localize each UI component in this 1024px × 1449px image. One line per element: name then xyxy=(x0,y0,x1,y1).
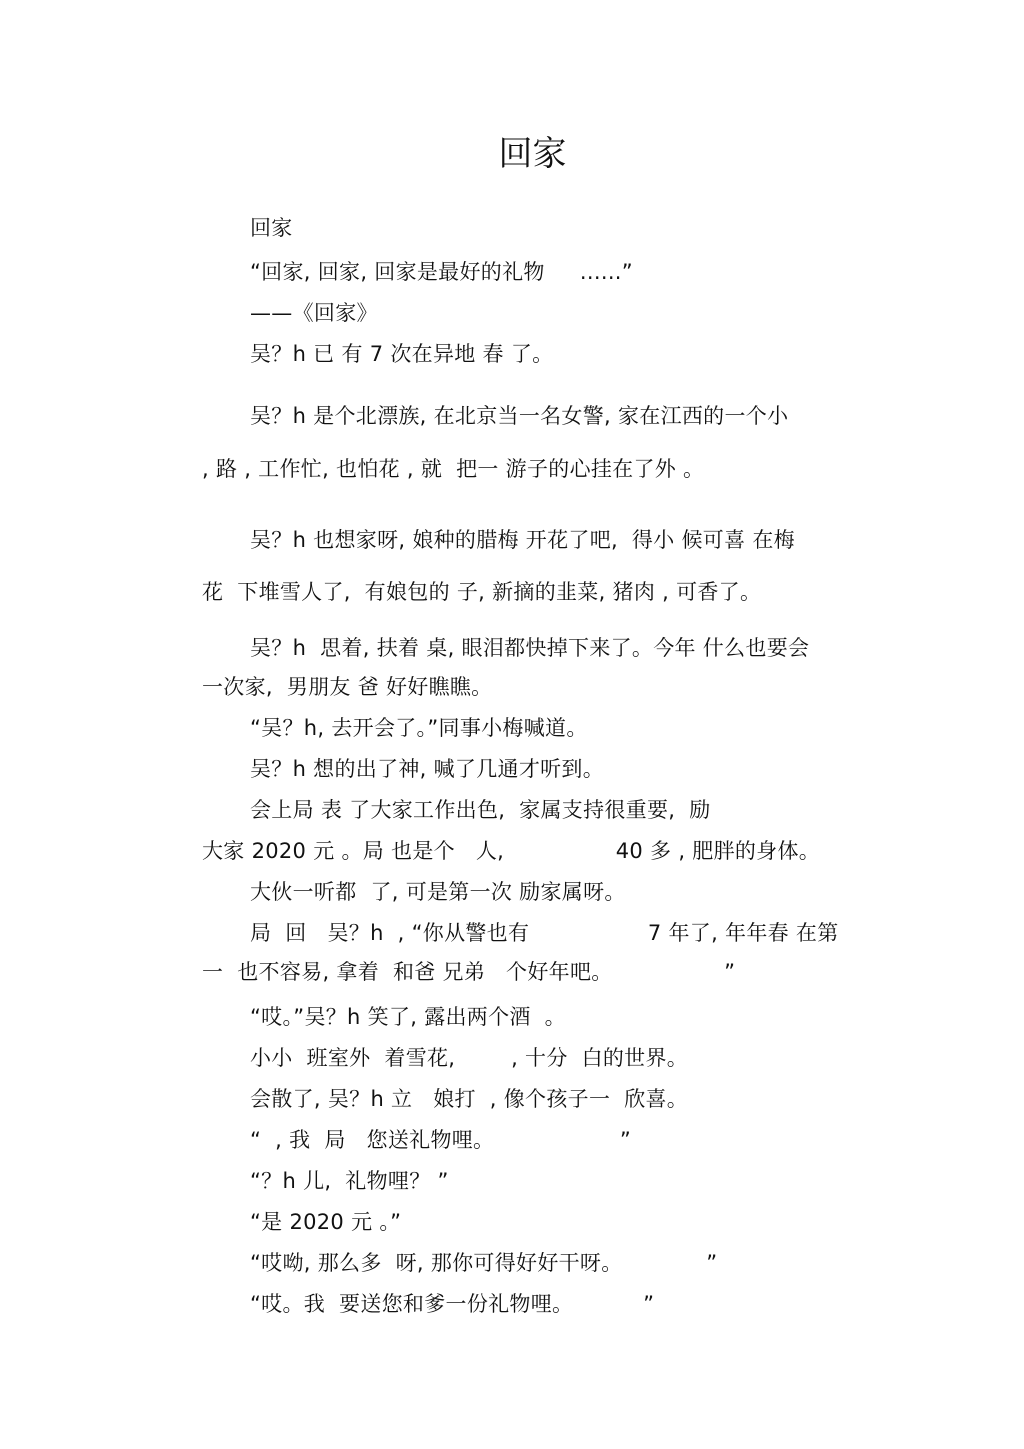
paragraph-line: “哎。”吴？h 笑了, 露出两个酒 。 xyxy=(250,1005,566,1029)
paragraph-line: “？h 儿, 礼物哩？ ” xyxy=(250,1169,449,1193)
paragraph-line: “ , 我 局 您送礼物哩。 ” xyxy=(250,1128,632,1152)
paragraph-line: 局 回 吴？h , “你从警也有 7 年了, 年年春 在第 xyxy=(250,921,839,945)
paragraph-line: 一 也不容易, 拿着 和爸 兄弟 个好年吧。 ” xyxy=(202,960,736,984)
paragraph-line: 吴？h 思着, 扶着 桌, 眼泪都快掉下来了。今年 什么也要会 xyxy=(250,636,810,660)
paragraph-line: 吴？h 想的出了神, 喊了几通才听到。 xyxy=(250,757,605,781)
subtitle-line: 回家 xyxy=(250,216,293,240)
paragraph-line: 吴？h 也想家呀, 娘种的腊梅 开花了吧, 得小 候可喜 在梅 xyxy=(250,528,795,552)
paragraph-line: , 路 , 工作忙, 也怕花 , 就 把一 游子的心挂在了外 。 xyxy=(202,457,705,481)
quote-source-line: ——《回家》 xyxy=(250,301,378,325)
paragraph-line: “哎呦, 那么多 呀, 那你可得好好干呀。 ” xyxy=(250,1251,718,1275)
paragraph-line: 一次家, 男朋友 爸 好好瞧瞧。 xyxy=(202,675,493,699)
paragraph-line: “哎。我 要送您和爹一份礼物哩。 ” xyxy=(250,1292,655,1316)
paragraph-line: “吴？h, 去开会了。”同事小梅喊道。 xyxy=(250,716,588,740)
paragraph-line: 会散了, 吴？h 立 娘打 , 像个孩子一 欣喜。 xyxy=(250,1087,689,1111)
quote-line: “回家, 回家, 回家是最好的礼物 ......” xyxy=(250,260,633,284)
paragraph-line: “是 2020 元 。” xyxy=(250,1210,402,1234)
paragraph-line: 大家 2020 元 。局 也是个 人, 40 多 , 肥胖的身体。 xyxy=(202,839,821,863)
paragraph-line: 会上局 表 了大家工作出色, 家属支持很重要, 励 xyxy=(250,798,711,822)
paragraph-line: 小小 班室外 着雪花, , 十分 白的世界。 xyxy=(250,1046,689,1070)
paragraph-line: 吴？h 已 有 7 次在异地 春 了。 xyxy=(250,342,554,366)
paragraph-line: 大伙一听都 了, 可是第一次 励家属呀。 xyxy=(250,880,626,904)
paragraph-line: 吴？h 是个北漂族, 在北京当一名女警, 家在江西的一个小 xyxy=(250,404,789,428)
document-title: 回家 xyxy=(498,134,567,174)
paragraph-line: 花 下堆雪人了, 有娘包的 子, 新摘的韭菜, 猪肉 , 可香了。 xyxy=(202,580,762,604)
